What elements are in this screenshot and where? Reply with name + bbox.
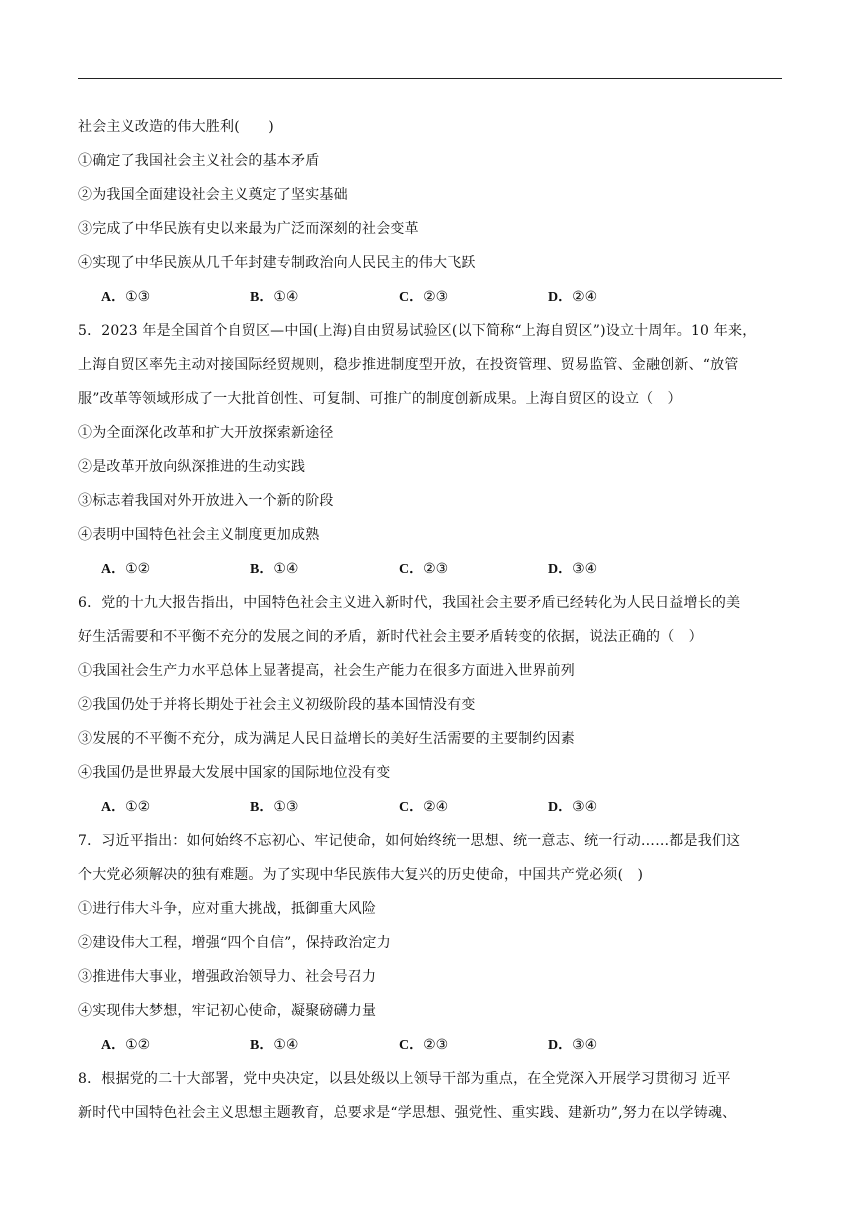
option-3: ③标志着我国对外开放进入一个新的阶段 [78,493,334,509]
answer-choices [78,280,784,314]
option-1: ①进行伟大斗争，应对重大挑战，抵御重大风险 [78,901,377,917]
choice-a[interactable]: A．①② [101,799,151,815]
question-stem-line: 好生活需要和不平衡不充分的发展之间的矛盾，新时代社会主要矛盾转变的依据，说法正确的（ ） [78,629,703,645]
question-stem-line: 5．2023 年是全国首个自贸区—中国(上海)自由贸易试验区(以下简称“上海自贸区”)设立十周年。10 年来， [78,323,757,339]
option-1: ①确定了我国社会主义社会的基本矛盾 [78,153,320,169]
option-1: ①为全面深化改革和扩大开放探索新途径 [78,425,334,441]
option-4: ④实现了中华民族从几千年封建专制政治向人民民主的伟大飞跃 [78,255,476,271]
question-7 [78,824,784,1062]
option-2: ②我国仍处于并将长期处于社会主义初级阶段的基本国情没有变 [78,697,476,713]
choice-a[interactable]: A．①③ [101,289,151,305]
question-4 [78,110,784,314]
choice-c[interactable]: C．②③ [399,561,449,577]
option-2: ②是改革开放向纵深推进的生动实践 [78,459,306,475]
question-stem-line: 服”改革等领域形成了一大批首创性、可复制、可推广的制度创新成果。上海自贸区的设立（ ） [78,391,682,407]
header-rule [78,78,782,79]
question-5 [78,314,784,586]
choice-d[interactable]: D．③④ [548,799,598,815]
option-2: ②为我国全面建设社会主义奠定了坚实基础 [78,187,348,203]
choice-a[interactable]: A．①② [101,1037,151,1053]
document-body [78,110,784,1130]
question-stem-line: 新时代中国特色社会主义思想主题教育，总要求是“学思想、强党性、重实践、建新功”,努力在以学铸魂、 [78,1105,737,1121]
option-3: ③推进伟大事业，增强政治领导力、社会号召力 [78,969,377,985]
option-2: ②建设伟大工程，增强“四个自信”，保持政治定力 [78,935,391,951]
question-stem-line: 6．党的十九大报告指出，中国特色社会主义进入新时代，我国社会主要矛盾已经转化为人民日益增长的美 [78,595,741,611]
question-stem-line: 8．根据党的二十大部署，党中央决定，以县处级以上领导干部为重点，在全党深入开展学习贯彻习 近平 [78,1071,731,1087]
option-4: ④表明中国特色社会主义制度更加成熟 [78,527,320,543]
choice-b[interactable]: B．①③ [250,799,299,815]
choice-b[interactable]: B．①④ [250,1037,299,1053]
option-3: ③发展的不平衡不充分，成为满足人民日益增长的美好生活需要的主要制约因素 [78,731,575,747]
question-stem-line: 7．习近平指出：如何始终不忘初心、牢记使命，如何始终统一思想、统一意志、统一行动……都是我们这 [78,833,741,849]
choice-b[interactable]: B．①④ [250,561,299,577]
question-stem: 社会主义改造的伟大胜利( ) [78,119,274,135]
question-stem-line: 个大党必须解决的独有难题。为了实现中华民族伟大复兴的历史使命，中国共产党必须( ) [78,867,644,883]
choice-d[interactable]: D．③④ [548,1037,598,1053]
choice-c[interactable]: C．②③ [399,1037,449,1053]
question-6 [78,586,784,824]
option-4: ④实现伟大梦想，牢记初心使命，凝聚磅礴力量 [78,1003,377,1019]
choice-c[interactable]: C．②③ [399,289,449,305]
choice-c[interactable]: C．②④ [399,799,449,815]
answer-choices [78,1028,784,1062]
answer-choices [78,790,784,824]
choice-a[interactable]: A．①② [101,561,151,577]
question-8 [78,1062,784,1130]
answer-choices [78,552,784,586]
question-stem-line: 上海自贸区率先主动对接国际经贸规则，稳步推进制度型开放，在投资管理、贸易监管、金融创新、“放管 [78,357,739,373]
option-1: ①我国社会生产力水平总体上显著提高，社会生产能力在很多方面进入世界前列 [78,663,575,679]
option-4: ④我国仍是世界最大发展中国家的国际地位没有变 [78,765,391,781]
choice-d[interactable]: D．②④ [548,289,598,305]
option-3: ③完成了中华民族有史以来最为广泛而深刻的社会变革 [78,221,419,237]
choice-d[interactable]: D．③④ [548,561,598,577]
choice-b[interactable]: B．①④ [250,289,299,305]
